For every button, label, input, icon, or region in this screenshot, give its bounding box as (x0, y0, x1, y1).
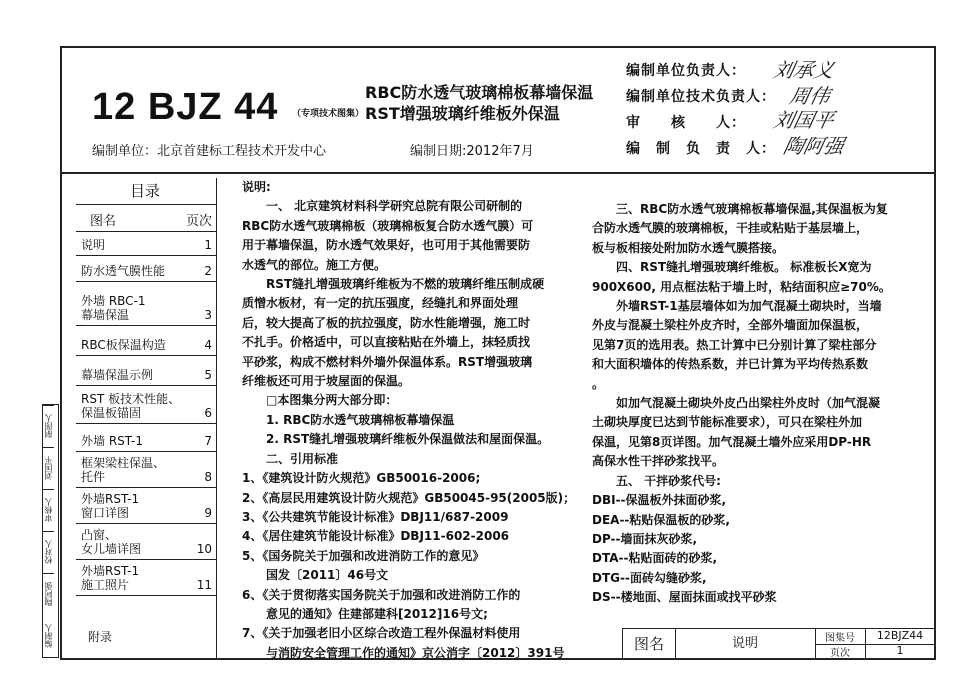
note-line: 不扎手。价格适中，可以直接粘贴在外墙上，抹轻质找 (242, 335, 531, 350)
signature-2: 周伟 (787, 84, 833, 108)
note-line: 外墙RST-1基层墙体如为加气混凝土砌块时，当墙 (592, 299, 882, 314)
compile-date: 编制日期:2012年7月 (410, 144, 534, 159)
note-line: DP--墙面抹灰砂浆, (592, 531, 698, 546)
title-block-atlas-label: 图集号 (815, 629, 866, 645)
notes-right-column (592, 200, 928, 608)
title-block-page: 1 (896, 644, 904, 657)
note-line: 后，较大提高了板的抗拉强度，防水性能增强，施工时 (242, 315, 531, 330)
note-line: 五、 干拌砂浆代号: (592, 473, 721, 488)
toc-appendix: 附录 (88, 630, 113, 644)
toc-row (76, 560, 216, 596)
toc-row (76, 524, 216, 560)
note-line: 合防水透气膜的玻璃棉板，干挂或粘贴于基层墙上， (592, 221, 869, 236)
toc-row-name: 外墙RST-1 窗口详图 (81, 492, 140, 520)
note-line: 板与板相接处附加防水透气膜搭接。 (592, 240, 785, 255)
toc-row-page: 7 (204, 434, 212, 448)
toc-row-name: 说明 (81, 238, 106, 252)
signature-1: 刘承义 (771, 58, 837, 82)
note-line: 。 (592, 376, 605, 391)
toc-row-name: RBC板保温构造 (81, 338, 166, 352)
note-line: 四、RST缝扎增强玻璃纤维板。 标准板长X宽为 (592, 260, 872, 275)
note-line: 2、《高层民用建筑设计防火规范》GB50045-95(2005版)； (242, 490, 576, 505)
note-line: 用于幕墙保温，防水透气效果好，也可用于其他需要防 (242, 238, 531, 253)
note-line: 1. RBC防水透气玻璃棉板幕墙保温 (242, 412, 455, 427)
toc-row-page: 11 (196, 578, 212, 592)
note-line: DBI--保温板外抹面砂浆, (592, 493, 727, 508)
note-line: 高保水性干拌砂浆找平。 (592, 454, 725, 469)
note-line: 国发〔2011〕46号文 (242, 568, 389, 583)
strip-cell: 校对人 (43, 531, 54, 573)
signature-3: 刘国平 (771, 108, 837, 132)
toc-row-page: 6 (204, 406, 212, 420)
toc-row (76, 424, 216, 452)
note-line: 质憎水板材，有一定的抗压强度，经缝扎和界面处理 (242, 296, 519, 311)
toc-row-page: 9 (204, 506, 212, 520)
note-line: RST缝扎增强玻璃纤维板为不燃的玻璃纤维压制成硬 (242, 277, 545, 292)
note-line: 三、RBC防水透气玻璃棉板幕墙保温,其保温板为复 (592, 202, 888, 216)
note-line: 水透气的部位。施工方便。 (242, 257, 387, 272)
note-line: 平砂浆，构成不燃材料外墙外保温体系。RST增强玻璃 (242, 354, 533, 369)
strip-cell: 刘国平 (43, 447, 54, 489)
responsible-label-4: 编 制 负 责 人： (626, 141, 776, 157)
note-line: □本图集分两大部分即： (242, 393, 398, 408)
compile-unit: 编制单位：北京首建标工程技术开发中心 (92, 144, 327, 159)
toc-row-name: 外墙RST-1 施工照片 (81, 564, 140, 592)
toc-row (76, 256, 216, 282)
signature-strip (42, 404, 59, 658)
toc-col-name: 图名 (90, 214, 117, 229)
note-line: 见第7页的选用表。热工计算中已分别计算了梁柱部分 (592, 337, 877, 352)
note-line: DTG--面砖勾缝砂浆, (592, 570, 707, 585)
title-block-page-label: 页次 (815, 644, 866, 659)
toc-row (76, 452, 216, 488)
note-line: 7、《关于加强老旧小区综合改造工程外保温材料使用 (242, 626, 521, 641)
responsible-label-1: 编制单位负责人： (626, 63, 746, 79)
toc-row-name: 幕墙保温示例 (81, 368, 154, 382)
strip-cell: 编制人 (44, 624, 53, 648)
note-line: DEA--粘贴保温板的砂浆, (592, 512, 730, 527)
toc-row-name: 框架梁柱保温、 托件 (81, 456, 166, 484)
toc-row-name: 外墙 RBC-1 幕墙保温 (81, 294, 146, 322)
strip-cell: 制图人 (43, 405, 54, 447)
signature-4: 陶阿强 (781, 134, 847, 158)
title-block (622, 628, 935, 660)
note-line: 一、 北京建筑材料科学研究总院有限公司研制的 (242, 199, 523, 214)
note-line: DS--楼地面、屋面抹面或找平砂浆 (592, 590, 777, 605)
note-line: 4、《居住建筑节能设计标准》DBJ11-602-2006 (242, 529, 510, 544)
toc-row-page: 3 (204, 308, 212, 322)
atlas-code-subtitle: （专项技术图集） (292, 109, 365, 119)
toc-row (76, 488, 216, 524)
note-line: 1、《建筑设计防火规范》GB50016-2006; (242, 471, 481, 486)
responsible-label-3: 审 核 人： (626, 115, 746, 131)
strip-cell: 审核人 (43, 489, 54, 531)
note-line: 3、《公共建筑节能设计标准》DBJ11/687-2009 (242, 509, 509, 524)
toc-header (76, 204, 216, 232)
toc-row (76, 356, 216, 386)
toc-row-page: 2 (204, 264, 212, 278)
note-line: DTA--粘贴面砖的砂浆, (592, 551, 718, 566)
toc-col-page: 页次 (185, 214, 212, 229)
note-line: 保温，见第8页详图。加气混凝土墙外应采用DP-HR (592, 434, 872, 449)
note-line: 如加气混凝土砌块外皮凸出梁柱外皮时（加气混凝 (592, 396, 881, 411)
toc-row-page: 5 (204, 368, 212, 382)
note-line: 与消防安全管理工作的通知》京公消字〔2012〕391号 (242, 645, 565, 660)
note-line: 6、《关于贯彻落实国务院关于加强和改进消防工作的 (242, 587, 521, 602)
atlas-title-line-1: RBC防水透气玻璃棉板幕墙保温 (365, 83, 594, 102)
notes-left-column (242, 178, 604, 663)
toc-divider (216, 178, 217, 660)
toc-row (76, 230, 216, 256)
toc-row-name: 外墙 RST-1 (81, 434, 143, 448)
note-line: 纤维板还可用于坡屋面的保温。 (242, 374, 411, 389)
note-line: 2. RST缝扎增强玻璃纤维板外保温做法和屋面保温。 (242, 432, 550, 447)
atlas-code: 12 BJZ 44 (92, 86, 279, 128)
toc-row (76, 386, 216, 424)
toc-row-name: RST 板技术性能、 保温板锚固 (81, 392, 181, 420)
toc-title: 目录 (130, 182, 161, 200)
note-line: 土砌块厚度已达到节能标准要求），可只在梁柱外加 (592, 415, 863, 430)
note-line: 5、《国务院关于加强和改进消防工作的意见》 (242, 548, 485, 563)
toc-row (76, 326, 216, 356)
toc-row-page: 4 (204, 338, 212, 352)
note-line: 和大面积墙体的传热系数，并已计算为平均传热系数 (592, 357, 869, 372)
toc-row-name: 凸窗、 女儿墙详图 (81, 528, 142, 556)
title-block-name-label: 图名 (623, 629, 676, 659)
title-block-name: 说明 (675, 629, 816, 659)
header-divider (62, 172, 934, 174)
toc-row-name: 防水透气膜性能 (81, 264, 166, 278)
toc-row-page: 10 (196, 542, 212, 556)
note-line: 二、引用标准 (242, 451, 339, 466)
title-block-atlas: 12BJZ44 (865, 629, 935, 645)
toc-row-page: 8 (204, 470, 212, 484)
note-line: 外皮与混凝土梁柱外皮齐时，全部外墙面加保温板， (592, 318, 869, 333)
atlas-title (365, 82, 593, 124)
note-line: 说明: (242, 180, 271, 194)
responsible-label-2: 编制单位技术负责人： (626, 89, 776, 105)
note-line: 900X600, 用点框法粘于墙上时，粘结面积应≥70%。 (592, 279, 891, 294)
note-line: 意见的通知》住建部建科[2012]16号文; (242, 606, 488, 621)
toc-row-page: 1 (204, 238, 212, 252)
strip-cell: 陶阿强 (43, 573, 54, 615)
atlas-title-line-2: RST增强玻璃纤维板外保温 (365, 104, 560, 123)
toc-row (76, 282, 216, 326)
note-line: RBC防水透气玻璃棉板（玻璃棉板复合防水透气膜）可 (242, 218, 534, 233)
